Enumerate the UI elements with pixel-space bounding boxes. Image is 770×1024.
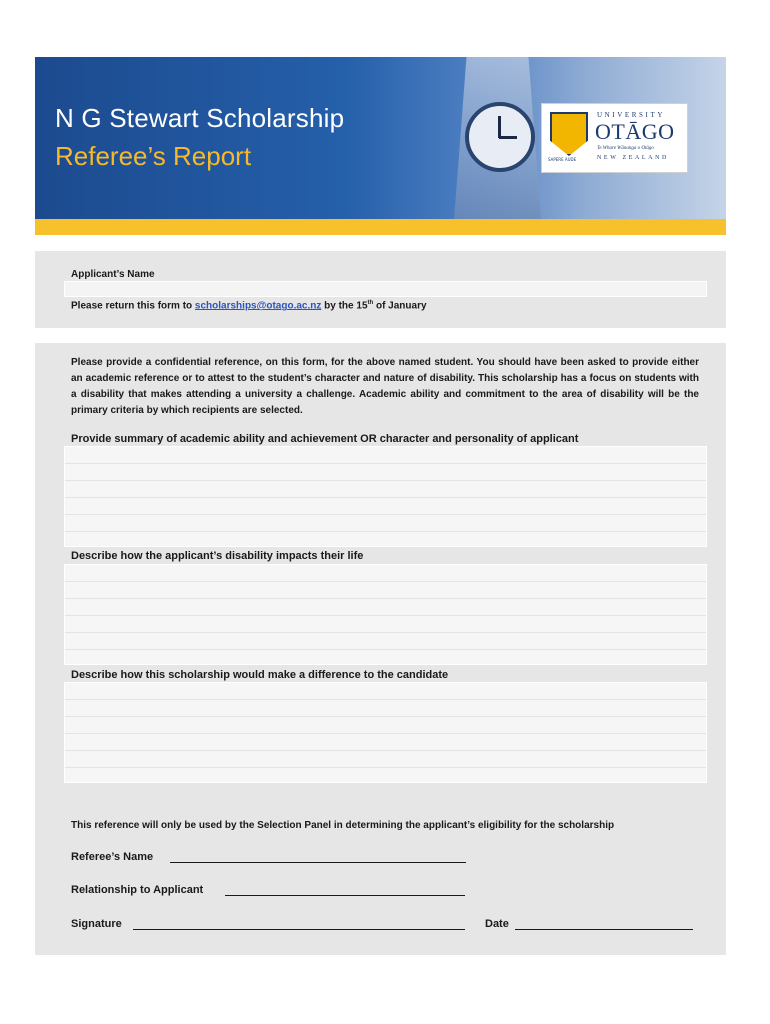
question-3-label: Describe how this scholarship would make a difference to the candidate xyxy=(71,669,449,681)
return-prefix: Please return this form to xyxy=(71,300,195,312)
question-2-label: Describe how the applicant’s disability impacts their life xyxy=(71,550,364,562)
return-instruction xyxy=(71,300,427,311)
return-suffix: of January xyxy=(373,300,427,312)
referee-name-field[interactable] xyxy=(170,861,466,863)
signature-field[interactable] xyxy=(133,928,465,930)
date-field[interactable] xyxy=(515,928,693,930)
crest-icon xyxy=(550,112,588,156)
clock-icon xyxy=(465,102,535,172)
return-mid: by the 15 xyxy=(321,300,368,312)
applicant-panel xyxy=(35,251,726,328)
question-1-textarea[interactable] xyxy=(64,446,707,547)
date-label: Date xyxy=(485,918,509,930)
question-2-textarea[interactable] xyxy=(64,564,707,665)
relationship-field[interactable] xyxy=(225,894,465,896)
page-title: N G Stewart Scholarship xyxy=(55,103,345,133)
header-banner xyxy=(35,57,726,219)
relationship-label: Relationship to Applicant xyxy=(71,884,204,896)
usage-note: This reference will only be used by the Selection Panel in determining the applicant’s eligibility for the scholarship xyxy=(71,820,615,831)
logo-motto: SAPERE AUDE xyxy=(548,157,577,162)
logo-maori: Te Whare Wānanga o Otāgo xyxy=(597,146,654,151)
logo-university: UNIVERSITY xyxy=(597,111,665,119)
email-link[interactable]: scholarships@otago.ac.nz xyxy=(194,300,322,312)
question-1-label: Provide summary of academic ability and achievement OR character and personality of applicant xyxy=(71,433,579,445)
applicant-name-field[interactable] xyxy=(64,281,707,297)
applicant-name-label: Applicant’s Name xyxy=(71,269,155,280)
logo-country: NEW ZEALAND xyxy=(597,155,669,161)
return-sup: th xyxy=(367,300,374,306)
logo-name: OTĀGO xyxy=(595,119,675,144)
referee-name-label: Referee’s Name xyxy=(71,851,154,863)
question-3-textarea[interactable] xyxy=(64,682,707,783)
intro-paragraph: Please provide a confidential reference, on this form, for the above named student. You should have been asked to provide either an academic reference or to attest to the student’s character and nature of disability. This scholarship has a focus on students with a disability that makes attending a university a challenge. Academic ability and commitment to the area of disability will be the primary criteria by which recipients are selected. xyxy=(71,357,699,416)
signature-label: Signature xyxy=(71,918,122,930)
accent-bar xyxy=(35,219,726,235)
page-subtitle: Referee’s Report xyxy=(55,141,252,171)
university-logo xyxy=(541,103,688,173)
